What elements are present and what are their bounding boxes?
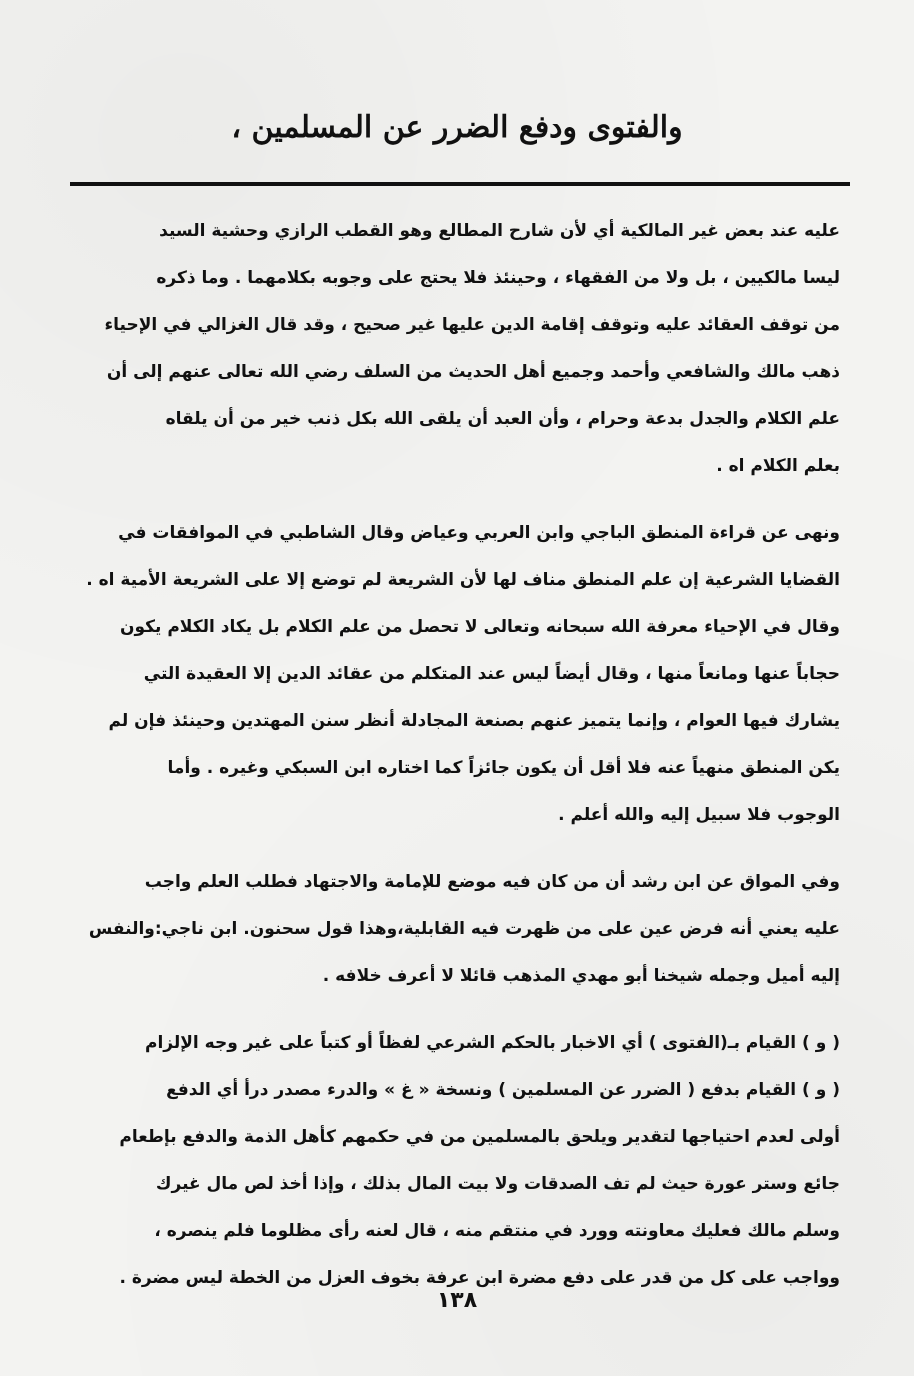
text-line: إليه أميل وجمله شيخنا أبو مهدي المذهب قائلا لا أعرف خلافه . xyxy=(322,966,840,986)
text-line: القضايا الشرعية إن علم المنطق مناف لها لأن الشريعة لم توضع إلا على الشريعة الأمية اه . xyxy=(86,570,840,590)
text-line: عليه يعني أنه فرض عين على من ظهرت فيه القابلية،وهذا قول سحنون. ابن ناجي:والنفس xyxy=(88,919,840,939)
paragraph-1 xyxy=(70,208,840,490)
text-line: بعلم الكلام اه . xyxy=(716,456,840,476)
text-line: ونهى عن قراءة المنطق الباجي وابن العربي وعياض وقال الشاطبي في الموافقات في xyxy=(118,523,840,543)
paragraph-4 xyxy=(70,1020,840,1302)
text-line: علم الكلام والجدل بدعة وحرام ، وأن العبد أن يلقى الله بكل ذنب خير من أن يلقاه xyxy=(165,409,840,429)
text-line: يكن المنطق منهياً عنه فلا أقل أن يكون جائزاً كما اختاره ابن السبكي وغيره . وأما xyxy=(167,758,840,778)
text-line: حجاباً عنها ومانعاً منها ، وقال أيضاً ليس عند المتكلم من عقائد الدين إلا العقيدة التي xyxy=(143,664,840,684)
text-line: ذهب مالك والشافعي وأحمد وجميع أهل الحديث من السلف رضي الله تعالى عنهم إلى أن xyxy=(106,362,840,382)
text-line: يشارك فيها العوام ، وإنما يتميز عنهم بصنعة المجادلة أنظر سنن المهتدين وحينئذ فإن لم xyxy=(108,711,840,731)
text-line: وواجب على كل من قدر على دفع مضرة ابن عرفة بخوف العزل من الخطة ليس مضرة . xyxy=(119,1268,840,1288)
text-line: وقال في الإحياء معرفة الله سبحانه وتعالى لا تحصل من علم الكلام بل يكاد الكلام يكون xyxy=(119,617,840,637)
text-line: ( و ) القيام بـ(الفتوى ) أي الاخبار بالحكم الشرعي لفظاً أو كتباً على غير وجه الإلزام xyxy=(145,1033,840,1053)
paragraph-3 xyxy=(70,859,840,1000)
paragraph-2 xyxy=(70,510,840,839)
body-text xyxy=(70,208,840,1322)
text-line: وسلم مالك فعليك معاونته وورد في منتقم منه ، قال لعنه رأى مظلوما فلم ينصره ، xyxy=(154,1221,840,1241)
header-rule xyxy=(70,182,850,186)
page-number: ١٣٨ xyxy=(436,1288,478,1313)
text-line: عليه عند بعض غير المالكية أي لأن شارح المطالع وهو القطب الرازي وحشية السيد xyxy=(159,221,840,241)
page-title: والفتوى ودفع الضرر عن المسلمين ، xyxy=(231,110,683,145)
text-line: من توقف العقائد عليه وتوقف إقامة الدين عليها غير صحيح ، وقد قال الغزالي في الإحياء xyxy=(104,315,840,335)
text-line: جائع وستر عورة حيث لم تف الصدقات ولا بيت المال بذلك ، وإذا أخذ لص مال غيرك xyxy=(155,1174,840,1194)
text-line: الوجوب فلا سبيل إليه والله أعلم . xyxy=(558,805,840,825)
text-line: أولى لعدم احتياجها لتقدير ويلحق بالمسلمين من في حكمهم كأهل الذمة والدفع بإطعام xyxy=(119,1127,840,1147)
text-line: ( و ) القيام بدفع ( الضرر عن المسلمين ) ونسخة « غ » والدرء مصدر درأ أي الدفع xyxy=(166,1080,840,1100)
text-line: وفي المواق عن ابن رشد أن من كان فيه موضع للإمامة والاجتهاد فطلب العلم واجب xyxy=(144,872,840,892)
text-line: ليسا مالكيين ، بل ولا من الفقهاء ، وحينئذ فلا يحتج على وجوبه بكلامهما . وما ذكره xyxy=(156,268,840,288)
